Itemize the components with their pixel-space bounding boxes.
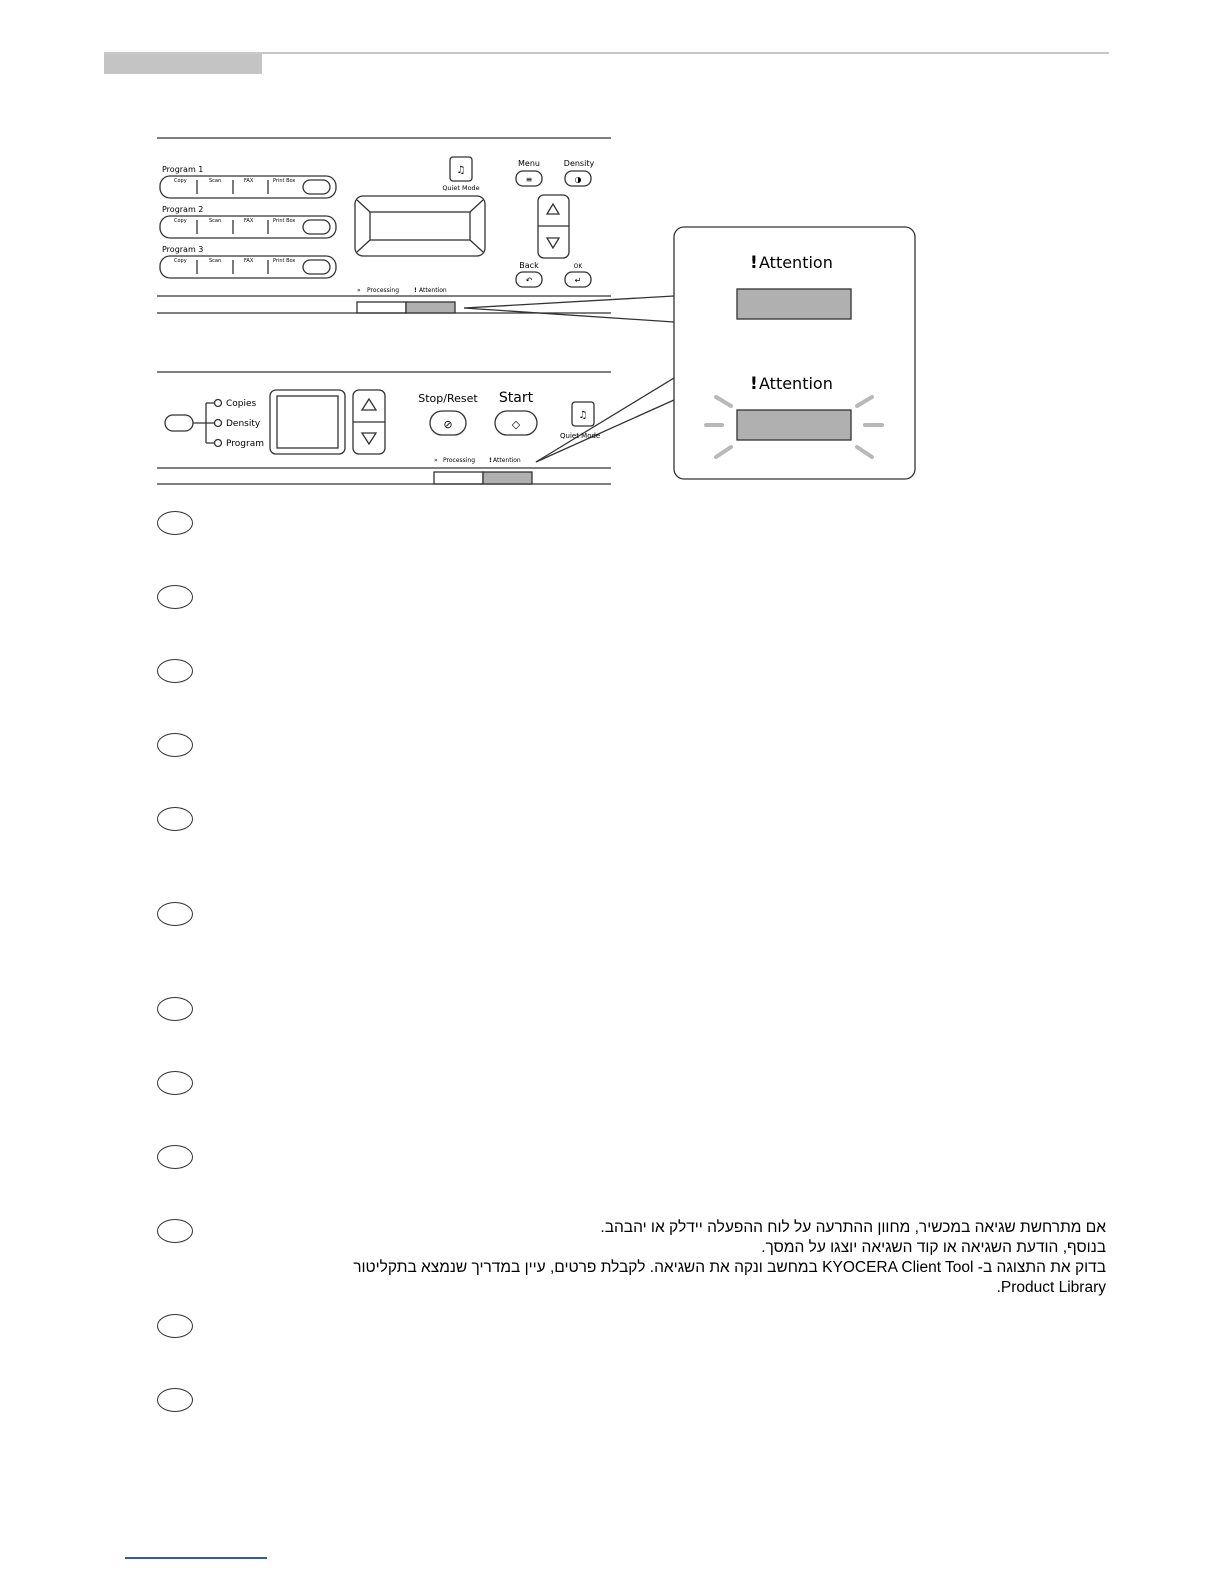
back-icon: ↶ xyxy=(525,276,533,285)
lcd-display-small xyxy=(270,390,345,454)
program-1-label: Program 1 xyxy=(162,165,204,174)
processing-icon-bottom: » xyxy=(434,457,438,464)
program-1-scan: Scan xyxy=(209,178,222,184)
menu-label: Menu xyxy=(518,159,540,168)
attention-mark-steady: ! xyxy=(750,253,758,273)
attention-mark-bottom: ! xyxy=(489,457,492,464)
program-3-copy: Copy xyxy=(174,258,187,264)
stop-reset-icon: ⊘ xyxy=(443,418,453,431)
program-2-copy: Copy xyxy=(174,218,187,224)
hebrew-line-1: אם מתרחשת שגיאה במכשיר, מחוון ההתרעה על לוח ההפעלה יידלק או יהבהב. xyxy=(600,1219,1106,1236)
quiet-mode-icon-bottom: ♫ xyxy=(578,410,588,421)
processing-label-bottom: Processing xyxy=(443,457,476,464)
lcd-display xyxy=(355,196,485,256)
hebrew-paragraph xyxy=(306,1218,1106,1298)
program-2-scan: Scan xyxy=(209,218,222,224)
program-3-fax: FAX xyxy=(244,258,254,264)
language-marker-1 xyxy=(157,511,193,535)
language-marker-7 xyxy=(157,997,193,1021)
program-3-button[interactable] xyxy=(303,260,330,274)
language-marker-4 xyxy=(157,733,193,757)
start-icon: ◇ xyxy=(511,418,521,431)
density-icon: ◑ xyxy=(574,175,582,184)
language-marker-3 xyxy=(157,659,193,683)
program-2-button[interactable] xyxy=(303,220,330,234)
attention-lamp-blinking xyxy=(737,410,851,440)
enter-icon: ↵ xyxy=(574,276,582,285)
callout-pointer-1 xyxy=(464,296,674,308)
processing-indicator-top xyxy=(357,302,406,313)
program-3-label: Program 3 xyxy=(162,245,204,254)
copies-led xyxy=(215,400,222,407)
attention-lamp-steady xyxy=(737,289,851,319)
quiet-mode-icon-top: ♫ xyxy=(456,165,466,176)
quiet-mode-label-top: Quiet Mode xyxy=(442,184,480,192)
language-marker-9 xyxy=(157,1145,193,1169)
mode-bracket xyxy=(193,403,214,443)
mode-select-button[interactable] xyxy=(165,415,193,431)
language-marker-5 xyxy=(157,807,193,831)
language-marker-6 xyxy=(157,902,193,926)
attention-label-bottom: Attention xyxy=(493,457,521,464)
arrow-pad-top[interactable] xyxy=(538,195,569,258)
menu-icon: ≡ xyxy=(525,175,533,184)
operation-panel-diagram xyxy=(150,130,925,490)
language-marker-2 xyxy=(157,585,193,609)
program-led xyxy=(215,440,222,447)
ok-label: OK xyxy=(573,263,583,270)
language-marker-8 xyxy=(157,1071,193,1095)
language-marker-12 xyxy=(157,1388,193,1412)
stop-reset-label: Stop/Reset xyxy=(418,392,478,405)
header-tab xyxy=(104,54,262,74)
footer-rule xyxy=(125,1557,267,1559)
processing-indicator-bottom xyxy=(434,472,483,484)
program-1-button[interactable] xyxy=(303,180,330,194)
start-label: Start xyxy=(498,390,534,406)
processing-icon-top: » xyxy=(357,287,361,294)
attention-indicator-bottom xyxy=(483,472,532,484)
program-label: Program xyxy=(226,439,264,449)
density-label: Density xyxy=(563,159,595,168)
callout-pointer-3 xyxy=(536,378,674,462)
language-marker-10 xyxy=(157,1219,193,1243)
copies-label: Copies xyxy=(226,399,257,409)
program-1-fax: FAX xyxy=(244,178,254,184)
quiet-mode-label-bottom: Quiet Mode xyxy=(560,432,601,440)
attention-mark-blinking: ! xyxy=(750,374,758,394)
hebrew-line-3: בדוק את התצוגה ב- KYOCERA Client Tool במחשב ונקה את השגיאה. לקבלת פרטים, עיין במדריך שנמצא בתקליטור Product Library. xyxy=(353,1259,1106,1296)
callout-attention-blinking: Attention xyxy=(759,374,833,393)
processing-label-top: Processing xyxy=(367,287,400,294)
program-1-printbox: Print Box xyxy=(273,178,296,184)
density-label-bottom: Density xyxy=(226,419,261,429)
callout-pointer-2 xyxy=(464,308,674,322)
attention-mark-top: ! xyxy=(414,287,417,294)
back-label: Back xyxy=(519,261,539,270)
attention-indicator-top xyxy=(406,302,455,313)
density-led xyxy=(215,420,222,427)
arrow-pad-bottom[interactable] xyxy=(353,390,385,454)
program-2-fax: FAX xyxy=(244,218,254,224)
callout-pointer-4 xyxy=(536,400,674,462)
language-marker-11 xyxy=(157,1314,193,1338)
program-2-label: Program 2 xyxy=(162,205,204,214)
callout-attention-steady: Attention xyxy=(759,253,833,272)
program-3-printbox: Print Box xyxy=(273,258,296,264)
program-2-printbox: Print Box xyxy=(273,218,296,224)
attention-label-top: Attention xyxy=(419,287,447,294)
program-1-copy: Copy xyxy=(174,178,187,184)
hebrew-line-2: בנוסף, הודעת השגיאה או קוד השגיאה יוצגו על המסך. xyxy=(761,1239,1106,1256)
program-3-scan: Scan xyxy=(209,258,222,264)
